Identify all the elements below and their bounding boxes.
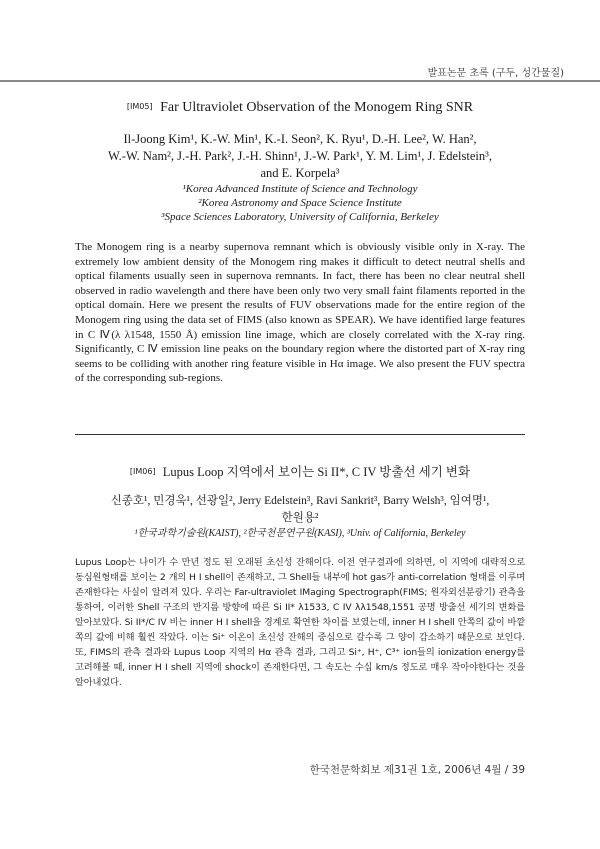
abstract-code: [IM05] (126, 102, 153, 111)
section-divider (75, 434, 525, 435)
affiliation: ¹Korea Advanced Institute of Science and Technology (182, 183, 418, 195)
abstract-code: [IM06] (129, 466, 156, 476)
authors-line: and E. Korpela³ (260, 166, 340, 180)
article-im06 (75, 450, 525, 690)
authors-line: 신종호¹, 민경욱¹, 선광일², Jerry Edelstein³, Ravi Sankrit³, Barry Welsh³, 임여명¹, (110, 495, 490, 507)
authors-line: W.-W. Nam², J.-H. Park², J.-H. Shinn¹, J.-W. Park¹, Y. M. Lim¹, J. Edelstein³, (108, 149, 492, 163)
affiliation: ³Space Sciences Laboratory, University of California, Berkeley (161, 211, 439, 223)
page-footer: 한국천문학회보 제31권 1호, 2006년 4월 / 39 (309, 764, 525, 776)
author-list (75, 493, 525, 527)
affiliations (75, 182, 525, 224)
affiliation: ²Korea Astronomy and Space Science Institute (198, 197, 402, 209)
affiliation: ¹한국과학기술원(KAIST), ²한국천문연구원(KASI), ³Univ. of California, Berkeley (134, 528, 466, 539)
author-list (75, 131, 525, 182)
abstract-body: The Monogem ring is a nearby supernova remnant which is obviously visible only in X-ray. The extremely low ambient density of the Monogem ring makes it difficult to detect neutral shells and optical filaments usually seen in supernova remnants. In fact, there has been no clear neutral shell observed in radio wavelength and there have been only two very small faint filaments reported in the optical domain. Here we present the results of FUV observations made for the entire region of the Monogem ring using the data set of FIMS (also known as SPEAR). We have identified large features in C Ⅳ(λ λ1548, 1550 Å) emission line image, which are closely correlated with the X-ray ring. Significantly, C Ⅳ emission line peaks on the boundary region where the distorted part of X-ray ring seems to be colliding with another ring feature visible in Hα image. We also present the FUV spectra of the corresponding sub-regions. (75, 241, 525, 385)
running-header: 발표논문 초록 (구두, 성간물질) (427, 68, 564, 79)
article-title (75, 463, 525, 481)
title-text: Far Ultraviolet Observation of the Monogem Ring SNR (160, 100, 474, 115)
authors-line: 한원용² (281, 512, 319, 524)
abstract-body: Lupus Loop는 나이가 수 만년 정도 된 오래된 초신성 잔해이다. 이전 연구결과에 의하면, 이 지역에 대략적으로 동심원형태를 보이는 2 개의 H I shell이 존재하고, 그 Shell들 내부에 hot gas가 anti-correlation 형태를 이루며 존재한다는 사실이 알려져 있다. 우리는 Far-ultraviolet IMaging Spectrograph(FIMS; 원자외선분광기) 관측을 통하여, 이러한 Shell 구조의 반지름 방향에 따른 Si II* λ1533, C IV λλ1548,1551 공명 방출선 세기의 변화를 알아보았다. Si II*/C IV 비는 inner H I shell을 경계로 확연한 차이를 보였는데, inner H I shell 안쪽의 값이 바깥쪽의 값에 비해 훨씬 작았다. 이는 Si⁺ 이온이 초신성 잔해의 중심으로 갈수록 그 양이 감소하기 때문으로 보인다. 또, FIMS의 관측 결과와 Lupus Loop 지역의 Hα 관측 결과, 그리고 Si⁺, H⁺, C³⁺ ion들의 ionization energy를 고려해볼 때, inner H I shell 지역에 shock이 존재한다면, 그 속도는 수십 km/s 정도로 매우 작아야한다는 것을 알아내었다. (75, 557, 525, 688)
title-text: Lupus Loop 지역에서 보이는 Si II*, C IV 방출선 세기 변화 (162, 464, 471, 479)
article-im05 (75, 98, 525, 386)
header-rule (0, 80, 600, 82)
article-title (75, 98, 525, 117)
authors-line: Il-Joong Kim¹, K.-W. Min¹, K.-I. Seon², K. Ryu¹, D.-H. Lee², W. Han², (123, 132, 477, 146)
